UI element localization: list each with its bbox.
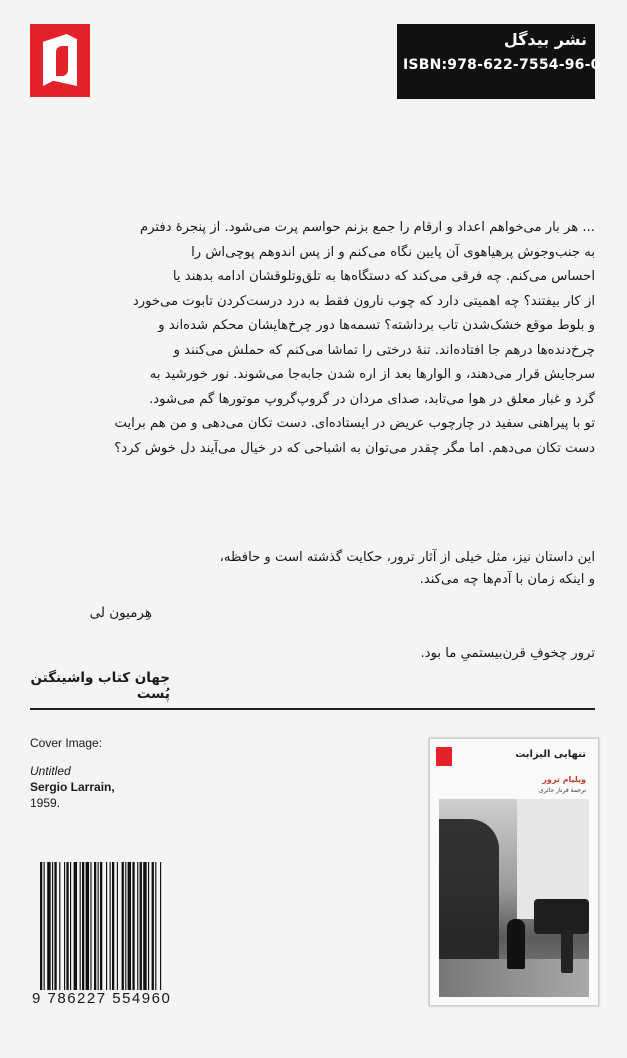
barcode-bar: [82, 862, 84, 990]
blurb-line: گرد و غبار معلق در هوا می‌تابد، صدای مردان در گروپ‌گروپ موتورها گم می‌شود.: [149, 391, 595, 407]
barcode-bar: [117, 862, 118, 990]
barcode-bar: [140, 862, 142, 990]
thumbnail-logo-icon: [436, 747, 452, 766]
cover-thumbnail: [429, 738, 599, 1006]
barcode-digits: 9 786227 554960: [32, 990, 172, 1007]
barcode-bar: [100, 862, 102, 990]
blurb-line: چرخ‌دنده‌ها درهم جا افتاده‌اند. تنهٔ درختی را تماشا می‌کنم که حملش می‌کنند و: [173, 342, 595, 358]
quote-author: هِرمیون لی: [89, 605, 152, 621]
barcode-bar: [128, 862, 131, 990]
cover-image-year: 1959.: [30, 796, 61, 810]
barcode-bar: [64, 862, 65, 990]
barcode-bar: [86, 862, 89, 990]
photo-person: [507, 919, 525, 969]
blurb-line: احساس می‌کنم. چه فرقی می‌کند که دستگاه‌ها به تلق‌وتلوقشان ادامه بدهند یا: [172, 269, 595, 284]
barcode-bar: [106, 862, 107, 990]
barcode-bar: [132, 862, 134, 990]
photo-bus-distant: [534, 899, 589, 934]
barcode-bar: [125, 862, 126, 990]
barcode-bar: [40, 862, 42, 990]
review-quote-2: [60, 643, 595, 665]
blurb-line: و بلوط موقع خشک‌شدن تاب برداشته؟ تسمه‌ها دور چرخ‌هایشان محکم شده‌اند و: [158, 318, 595, 333]
blurb-line: سرجایش قرار می‌دهند، و الوارها بعد از اره شدن جابه‌جا می‌شوند. نور خورشید به: [149, 367, 595, 382]
review-quote-1: [60, 547, 595, 591]
barcode-bar: [44, 862, 45, 990]
barcode-bar: [74, 862, 77, 990]
barcode-bar: [122, 862, 124, 990]
blurb-line: از کار بیفتند؟ چه اهمیتی دارد که چوب نارون فقط به درد درست‌کردن تابوت می‌خورد: [132, 293, 595, 309]
cover-image-artist: Sergio Larrain,: [30, 780, 115, 794]
barcode-bar: [66, 862, 68, 990]
blurb-line: به جنب‌وجوش پرهیاهوی آن پایین نگاه می‌کنم و از پس اندوهم پوچی‌اش را: [191, 244, 595, 260]
barcode-bar: [155, 862, 156, 990]
publisher-logo: [30, 24, 90, 97]
logo-mark-icon: [43, 34, 77, 86]
barcode-bar: [152, 862, 154, 990]
barcode-bars: [40, 862, 210, 990]
isbn-label: ISBN:978-622-7554-96-0: [403, 57, 601, 73]
quote-line: و اینکه زمان با آدم‌ها چه می‌کند.: [419, 572, 595, 587]
barcode-bar: [98, 862, 99, 990]
barcode-bar: [70, 862, 71, 990]
barcode-bar: [137, 862, 138, 990]
thumbnail-translator: ترجمهٔ فرناز حائری: [539, 787, 586, 794]
blurb-line: دست تکان می‌دهم. اما مگر چقدر می‌توان به اشباحی که در خیال می‌آیند دل خوش کرد؟: [114, 440, 595, 456]
barcode-bar: [143, 862, 146, 990]
section-divider: [30, 708, 595, 710]
barcode-bar: [90, 862, 91, 990]
quote-source: جهان کتاب واشینگتن پُست: [30, 670, 170, 702]
blurb-line: ... هر بار می‌خواهم اعداد و ارقام را جمع بزنم حواسم پرت می‌شود. از پنجرهٔ دفترم: [139, 220, 595, 235]
back-cover-blurb: [30, 216, 595, 461]
blurb-line: تو با پیراهنی سفید در چارچوب عریض در ایستاده‌ای. دست تکان می‌دهی و من هم برایت: [114, 416, 595, 431]
thumbnail-author: ویلیام ترور: [542, 775, 586, 784]
barcode-bar: [80, 862, 81, 990]
barcode-bar: [148, 862, 149, 990]
cover-photo: [439, 799, 589, 997]
photo-person: [561, 929, 573, 973]
barcode-bar: [54, 862, 56, 990]
barcode-bar: [52, 862, 53, 990]
barcode-bar: [110, 862, 111, 990]
barcode-bar: [59, 862, 60, 990]
cover-image-label: Cover Image:: [30, 736, 103, 750]
quote-line: ترور چخوفِ قرن‌بیستمیِ ما بود.: [420, 646, 595, 661]
quote-line: این داستان نیز، مثل خیلی از آثار ترور، حکایت گذشته است و حافظه،: [219, 550, 595, 565]
barcode: [32, 862, 214, 1010]
cover-image-title: Untitled: [30, 764, 71, 778]
thumbnail-title: تنهایی الیزابت: [515, 749, 586, 760]
barcode-bar: [112, 862, 114, 990]
publisher-info-box: [397, 24, 601, 99]
barcode-bar: [94, 862, 96, 990]
photo-bus: [439, 819, 499, 959]
barcode-bar: [47, 862, 50, 990]
barcode-bar: [160, 862, 161, 990]
publisher-name: نشر بیدگل: [503, 30, 587, 49]
